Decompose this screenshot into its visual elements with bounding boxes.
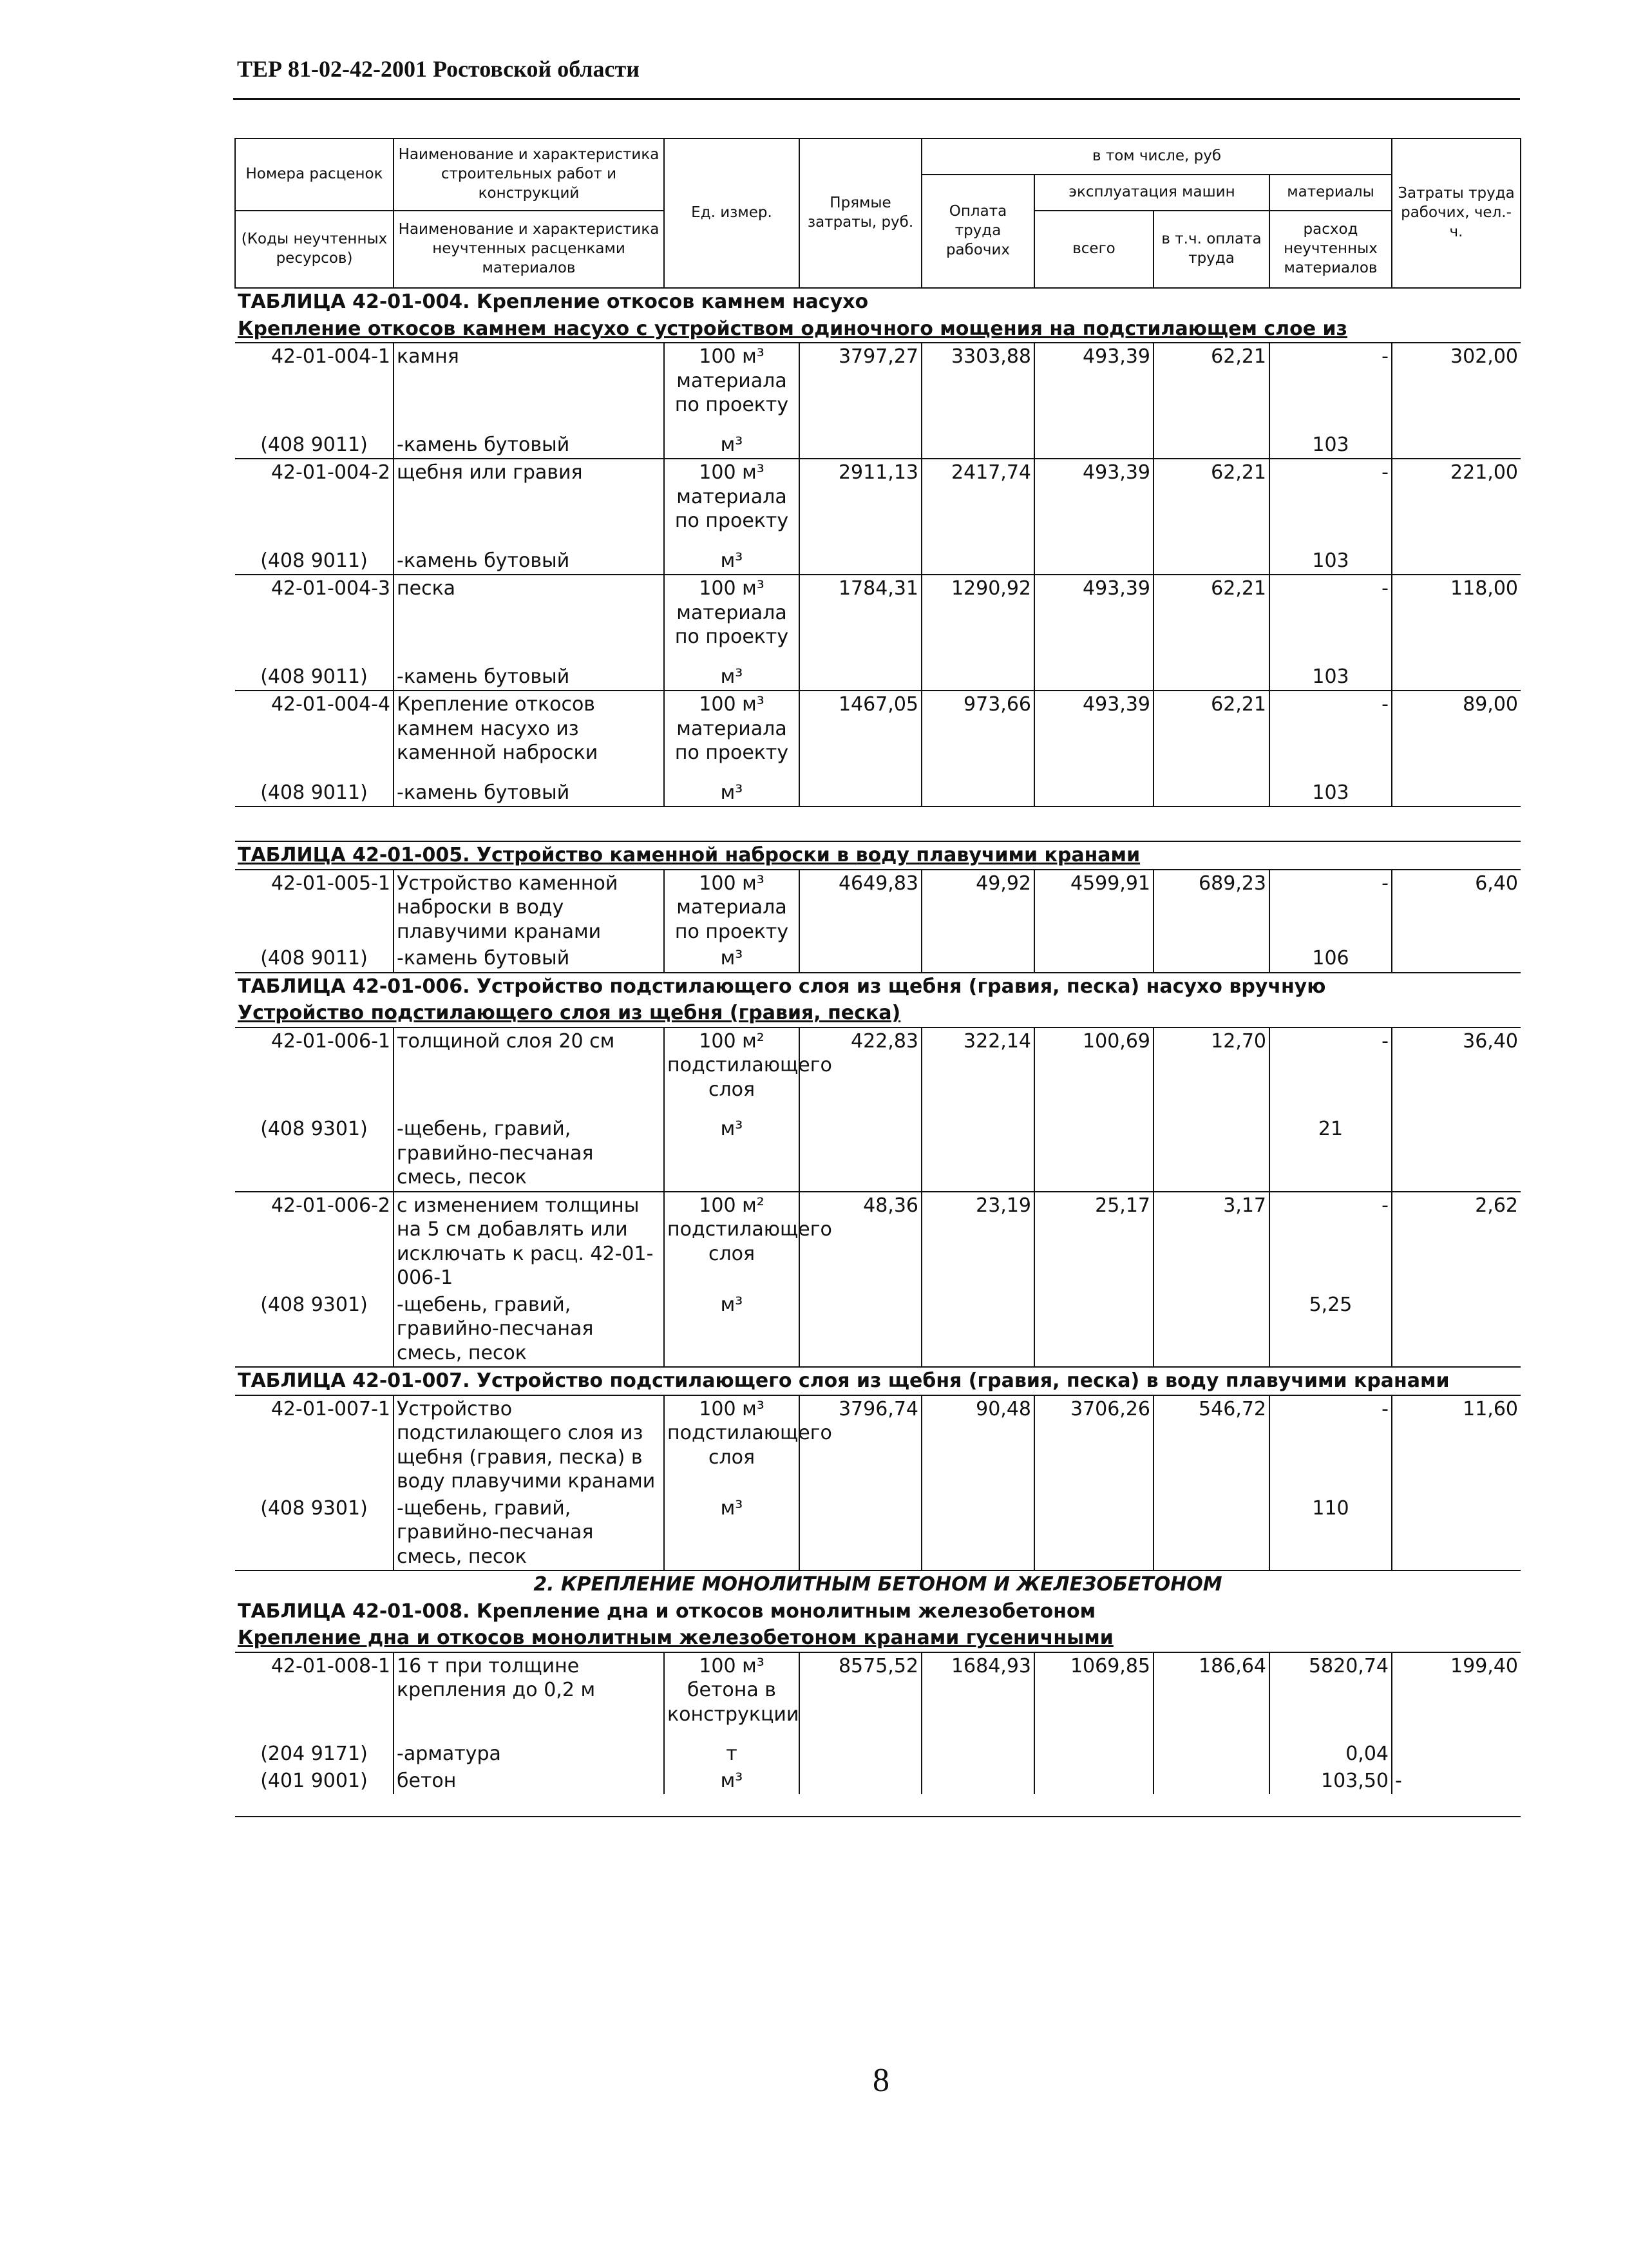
rate-code: 42-01-008-1 [235, 1652, 394, 1728]
machines-total: 493,39 [1034, 343, 1154, 419]
col-machines-total: всего [1034, 211, 1154, 288]
resource-qty: 103 [1269, 651, 1392, 691]
col-code-bottom: (Коды неучтенных ресурсов) [235, 211, 394, 288]
col-labor-pay: Оплата труда рабочих [922, 175, 1034, 288]
bottom-row [235, 1794, 1521, 1817]
resource-row [235, 535, 1521, 575]
col-labor-costs: Затраты труда рабочих, чел.-ч. [1392, 138, 1521, 288]
resource-code: (408 9301) [235, 1103, 394, 1192]
labor-hours: 2,62 [1392, 1192, 1521, 1292]
resource-hours: - [1395, 1769, 1402, 1792]
machines-total: 3706,26 [1034, 1395, 1154, 1495]
table-row [235, 343, 1521, 419]
machines-labor: 62,21 [1154, 575, 1269, 651]
machines-labor: 3,17 [1154, 1192, 1269, 1292]
col-machines-labor: в т.ч. оплата труда [1154, 211, 1269, 288]
rate-code: 42-01-007-1 [235, 1395, 394, 1495]
table-subtitle-row [235, 316, 1521, 343]
direct-costs: 1784,31 [799, 575, 922, 651]
work-name: Устройство подстилающего слоя из щебня (гравия, песка) в воду плавучими кранами [394, 1395, 664, 1495]
resource-name: -арматура [394, 1728, 664, 1768]
resource-unit: м³ [664, 945, 799, 973]
table-title: ТАБЛИЦА 42-01-007. Устройство подстилающего слоя из щебня (гравия, песка) в воду плавучими кранами [235, 1367, 1521, 1395]
machines-labor: 546,72 [1154, 1395, 1269, 1495]
resource-code: (408 9011) [235, 767, 394, 807]
materials: - [1269, 459, 1392, 535]
labor-hours: 6,40 [1392, 870, 1521, 946]
unit: 100 м³ материала по проекту [664, 575, 799, 651]
header-rule [233, 98, 1520, 100]
materials: - [1269, 691, 1392, 767]
table-title-row [235, 841, 1521, 870]
labor-hours: 199,40 [1392, 1652, 1521, 1728]
materials: - [1269, 1027, 1392, 1103]
resource-name: бетон [394, 1768, 664, 1795]
direct-costs: 3796,74 [799, 1395, 922, 1495]
col-materials-unaccounted: расход неучтенных материалов [1269, 211, 1392, 288]
direct-costs: 2911,13 [799, 459, 922, 535]
machines-total: 25,17 [1034, 1192, 1154, 1292]
table-row [235, 1395, 1521, 1495]
work-name: щебня или гравия [394, 459, 664, 535]
resource-qty: 5,25 [1269, 1292, 1392, 1368]
document-header: ТЕР 81-02-42-2001 Ростовской области [237, 56, 640, 82]
materials: - [1269, 870, 1392, 946]
labor-pay: 1684,93 [922, 1652, 1034, 1728]
direct-costs: 8575,52 [799, 1652, 922, 1728]
resource-name: -щебень, гравий, гравийно-песчаная смесь, песок [394, 1103, 664, 1192]
header-row-1 [235, 138, 1521, 175]
machines-labor: 186,64 [1154, 1652, 1269, 1728]
table-title-row [235, 1367, 1521, 1395]
rate-code: 42-01-006-1 [235, 1027, 394, 1103]
machines-total: 100,69 [1034, 1027, 1154, 1103]
resource-unit: м³ [664, 1768, 799, 1795]
col-including: в том числе, руб [922, 138, 1392, 175]
resource-row [235, 767, 1521, 807]
table-title: ТАБЛИЦА 42-01-004. Крепление откосов камнем насухо [235, 288, 1521, 316]
labor-hours: 302,00 [1392, 343, 1521, 419]
labor-pay: 90,48 [922, 1395, 1034, 1495]
labor-pay: 3303,88 [922, 343, 1034, 419]
resource-name: -камень бутовый [394, 945, 664, 973]
table-subtitle-row [235, 1000, 1521, 1027]
spacer-row [235, 807, 1521, 841]
rate-code: 42-01-005-1 [235, 870, 394, 946]
col-code-top: Номера расценок [235, 138, 394, 211]
machines-total: 4599,91 [1034, 870, 1154, 946]
labor-pay: 1290,92 [922, 575, 1034, 651]
col-unit: Ед. измер. [664, 138, 799, 288]
table-title-row [235, 973, 1521, 1000]
rate-code: 42-01-004-4 [235, 691, 394, 767]
labor-pay: 2417,74 [922, 459, 1034, 535]
resource-unit: м³ [664, 651, 799, 691]
resource-code: (408 9301) [235, 1495, 394, 1571]
machines-labor: 62,21 [1154, 343, 1269, 419]
resource-code: (408 9011) [235, 651, 394, 691]
page-number: 8 [873, 2062, 889, 2099]
materials: 5820,74 [1269, 1652, 1392, 1728]
labor-hours: 36,40 [1392, 1027, 1521, 1103]
table-row [235, 575, 1521, 651]
resource-row [235, 1728, 1521, 1768]
machines-total: 493,39 [1034, 459, 1154, 535]
labor-pay: 973,66 [922, 691, 1034, 767]
resource-qty: 103 [1269, 535, 1392, 575]
labor-pay: 49,92 [922, 870, 1034, 946]
work-name: камня [394, 343, 664, 419]
resource-qty: 103 [1269, 767, 1392, 807]
table-title-row [235, 288, 1521, 316]
machines-total: 493,39 [1034, 691, 1154, 767]
unit: 100 м³ подстилающего слоя [664, 1395, 799, 1495]
table-row [235, 1027, 1521, 1103]
resource-row [235, 651, 1521, 691]
table-title-row [235, 1598, 1521, 1625]
resource-code: (408 9011) [235, 419, 394, 459]
machines-labor: 62,21 [1154, 459, 1269, 535]
work-name: песка [394, 575, 664, 651]
table-row [235, 691, 1521, 767]
unit: 100 м³ материала по проекту [664, 343, 799, 419]
work-name: Устройство каменной наброски в воду плавучими кранами [394, 870, 664, 946]
labor-hours: 118,00 [1392, 575, 1521, 651]
resource-name: -щебень, гравий, гравийно-песчаная смесь, песок [394, 1292, 664, 1368]
unit: 100 м³ материала по проекту [664, 691, 799, 767]
resource-qty: 103,50 [1269, 1768, 1392, 1795]
resource-qty: 0,04 [1269, 1728, 1392, 1768]
col-materials: материалы [1269, 175, 1392, 211]
resource-row [235, 1103, 1521, 1192]
table-subtitle: Устройство подстилающего слоя из щебня (гравия, песка) [238, 1002, 901, 1024]
machines-labor: 62,21 [1154, 691, 1269, 767]
direct-costs: 48,36 [799, 1192, 922, 1292]
resource-row [235, 1292, 1521, 1368]
materials: - [1269, 575, 1392, 651]
direct-costs: 422,83 [799, 1027, 922, 1103]
table-title: ТАБЛИЦА 42-01-006. Устройство подстилающего слоя из щебня (гравия, песка) насухо вручную [235, 973, 1521, 1000]
rate-code: 42-01-004-1 [235, 343, 394, 419]
labor-hours: 11,60 [1392, 1395, 1521, 1495]
resource-qty: 110 [1269, 1495, 1392, 1571]
table-row [235, 1652, 1521, 1728]
materials: - [1269, 343, 1392, 419]
resource-name: -щебень, гравий, гравийно-песчаная смесь, песок [394, 1495, 664, 1571]
unit: 100 м² подстилающего слоя [664, 1192, 799, 1292]
work-name: толщиной слоя 20 см [394, 1027, 664, 1103]
work-name: 16 т при толщине крепления до 0,2 м [394, 1652, 664, 1728]
resource-unit: м³ [664, 419, 799, 459]
resource-unit: м³ [664, 1292, 799, 1368]
machines-labor: 689,23 [1154, 870, 1269, 946]
rate-code: 42-01-006-2 [235, 1192, 394, 1292]
table-title: ТАБЛИЦА 42-01-005. Устройство каменной наброски в воду плавучими кранами [235, 841, 1521, 870]
labor-hours: 221,00 [1392, 459, 1521, 535]
resource-row [235, 1768, 1521, 1795]
col-machines: эксплуатация машин [1034, 175, 1269, 211]
col-name-bottom: Наименование и характеристика неучтенных расценками материалов [394, 211, 664, 288]
table-subtitle: Крепление дна и откосов монолитным железобетоном кранами гусеничными [238, 1627, 1114, 1649]
work-name: Крепление откосов камнем насухо из каменной наброски [394, 691, 664, 767]
resource-unit: м³ [664, 1103, 799, 1192]
table-subtitle: Крепление откосов камнем насухо с устройством одиночного мощения на подстилающем слое из [238, 317, 1347, 340]
machines-total: 493,39 [1034, 575, 1154, 651]
direct-costs: 3797,27 [799, 343, 922, 419]
section-row [235, 1571, 1521, 1598]
table-row [235, 870, 1521, 946]
direct-costs: 1467,05 [799, 691, 922, 767]
resource-hours [1392, 1728, 1521, 1768]
resource-code: (408 9011) [235, 945, 394, 973]
table-row [235, 1192, 1521, 1292]
unit: 100 м³ материала по проекту [664, 870, 799, 946]
materials: - [1269, 1192, 1392, 1292]
resource-unit: м³ [664, 767, 799, 807]
col-name-top: Наименование и характеристика строительных работ и конструкций [394, 138, 664, 211]
unit: 100 м³ материала по проекту [664, 459, 799, 535]
resource-qty: 103 [1269, 419, 1392, 459]
resource-qty: 21 [1269, 1103, 1392, 1192]
labor-pay: 23,19 [922, 1192, 1034, 1292]
rates-table [234, 138, 1521, 1817]
work-name: с изменением толщины на 5 см добавлять или исключать к расц. 42-01-006-1 [394, 1192, 664, 1292]
unit: 100 м² подстилающего слоя [664, 1027, 799, 1103]
resource-name: -камень бутовый [394, 535, 664, 575]
resource-name: -камень бутовый [394, 767, 664, 807]
section-title: 2. КРЕПЛЕНИЕ МОНОЛИТНЫМ БЕТОНОМ И ЖЕЛЕЗОБЕТОНОМ [235, 1571, 1521, 1598]
direct-costs: 4649,83 [799, 870, 922, 946]
resource-unit: м³ [664, 535, 799, 575]
resource-code: (401 9001) [235, 1768, 394, 1795]
resource-code: (204 9171) [235, 1728, 394, 1768]
resource-name: -камень бутовый [394, 651, 664, 691]
labor-pay: 322,14 [922, 1027, 1034, 1103]
rate-code: 42-01-004-3 [235, 575, 394, 651]
resource-name: -камень бутовый [394, 419, 664, 459]
resource-row [235, 419, 1521, 459]
unit: 100 м³ бетона в конструкции [664, 1652, 799, 1728]
resource-unit: т [664, 1728, 799, 1768]
resource-code: (408 9301) [235, 1292, 394, 1368]
resource-row [235, 945, 1521, 973]
labor-hours: 89,00 [1392, 691, 1521, 767]
resource-unit: м³ [664, 1495, 799, 1571]
rate-code: 42-01-004-2 [235, 459, 394, 535]
resource-qty: 106 [1269, 945, 1392, 973]
table-title: ТАБЛИЦА 42-01-008. Крепление дна и откосов монолитным железобетоном [238, 1600, 1096, 1623]
machines-labor: 12,70 [1154, 1027, 1269, 1103]
col-direct: Прямые затраты, руб. [799, 138, 922, 288]
materials: - [1269, 1395, 1392, 1495]
machines-total: 1069,85 [1034, 1652, 1154, 1728]
table-subtitle-row [235, 1625, 1521, 1652]
resource-code: (408 9011) [235, 535, 394, 575]
resource-row [235, 1495, 1521, 1571]
table-row [235, 459, 1521, 535]
